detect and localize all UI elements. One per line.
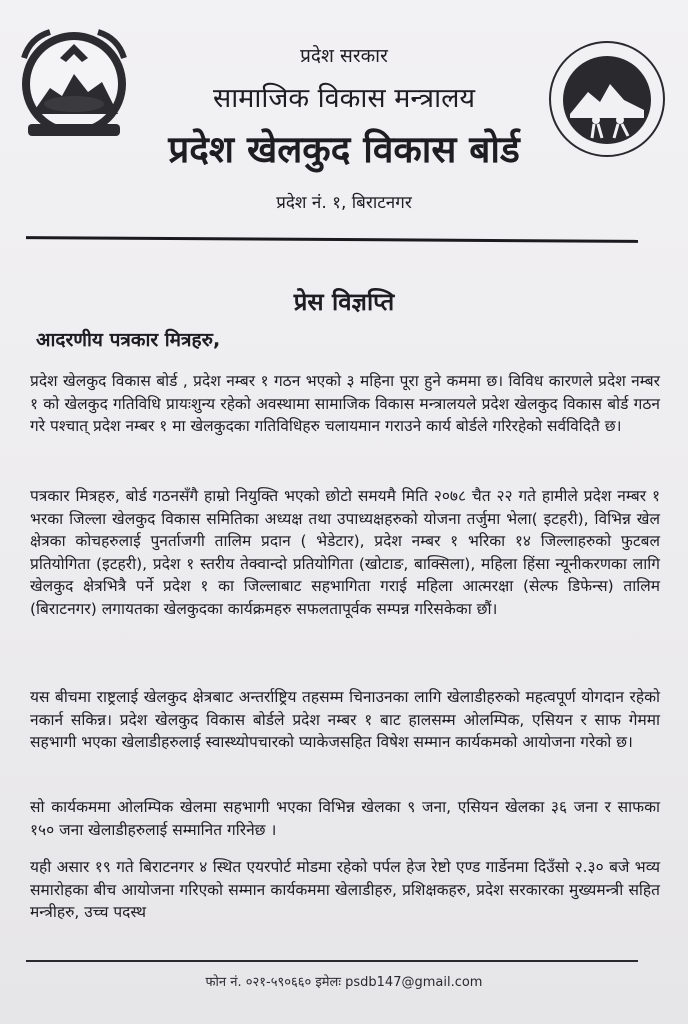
paragraph-5: यही असार १९ गते बिराटनगर ४ स्थित एयरपोर्ट मोडमा रहेको पर्पल हेज रेष्टो एण्ड गार्डेनमा दिउँसो २.३० बजे भव्य समारोहका बीच आयोजना गरिएको सम्मान कार्यकममा खेलाडीहरु, प्रशिक्षकहरु, प्रदेश सरकारका मुख्यमन्त्री सहित मन्त्रीहरु, उच्च पदस्थ bbox=[30, 858, 660, 921]
paragraph-3: यस बीचमा राष्ट्रलाई खेलकुद क्षेत्रबाट अन्तर्राष्ट्रिय तहसम्म चिनाउनका लागि खेलाडीहरुको महत्वपूर्ण योगदान रहेको नकार्न सकिन्न। प्रदेश खेलकुद विकास बोर्डले प्रदेश नम्बर १ बाट हालसम्म ओलम्पिक, एसियन र साफ गेममा सहभागी भएका खेलाडीहरुलाई स्वास्थ्योपचारको प्याकेजसहित विषेश सम्मान कार्यकमको आयोजना गरेको छ। bbox=[30, 688, 660, 751]
header-divider bbox=[26, 236, 638, 243]
board-heading: प्रदेश खेलकुद विकास बोर्ड bbox=[168, 128, 520, 171]
footer-divider bbox=[26, 960, 638, 962]
ministry-heading: सामाजिक विकास मन्त्रालय bbox=[212, 83, 476, 114]
address-heading: प्रदेश नं. १, बिराटनगर bbox=[276, 193, 412, 213]
paragraph-4: सो कार्यकममा ओलम्पिक खेलमा सहभागी भएका विभिन्न खेलका ९ जना, एसियन खेलका ३६ जना र साफका १५० जना खेलाडीहरुलाई सम्मानित गरिनेछ । bbox=[30, 798, 660, 839]
paragraph-1: प्रदेश खेलकुद विकास बोर्ड , प्रदेश नम्बर १ गठन भएको ३ महिना पूरा हुने कममा छ। विविध कारणले प्रदेश नम्बर १ को खेलकुद गतिविधि प्रायःशुन्य रहेको अवस्थामा सामाजिक विकास मन्त्रालयले प्रदेश खेलकुद विकास बोर्ड गठन गरे पश्चात् प्रदेश नम्बर १ मा खेलकुदका गतिविधिहरु चलायमान गराउने कार्य बोर्डले गरिरहेको सर्वविदितै छ। bbox=[30, 372, 660, 435]
greeting: आदरणीय पत्रकार मित्रहरु, bbox=[36, 329, 221, 351]
paragraph-2: पत्रकार मित्रहरु, बोर्ड गठनसँगै हाम्रो नियुक्ति भएको छोटो समयमै मिति २०७८ चैत २२ गते हामीले प्रदेश नम्बर १ भरका जिल्ला खेलकुद विकास समितिका अध्यक्ष तथा उपाध्यक्षहरुको योजना तर्जुमा भेला( इटहरी), विभिन्न खेल क्षेत्रका कोचहरुलाई पुनर्ताजगी तालिम प्रदान ( भेडेटार), प्रदेश नम्बर १ भरिका १४ जिल्लाहरुको फुटबल प्रतियोगिता (इटहरी), प्रदेश १ स्तरीय तेक्वान्दो प्रतियोगिता (खोटाङ, बाक्सिला), महिला हिंसा न्यूनीकरणका लागि खेलकुद क्षेत्रभित्रै पर्ने प्रदेश १ का जिल्लाबाट सहभागिता गराई महिला आत्मरक्षा (सेल्फ डिफेन्स) तालिम (बिराटनगर) लगायतका खेलकुदका कार्यक्रमहरु सफलतापूर्वक सम्पन्न गरिसकेका छौं। bbox=[30, 487, 660, 618]
government-heading: प्रदेश सरकार bbox=[300, 45, 388, 67]
document-title: प्रेस विज्ञप्ति bbox=[293, 288, 395, 316]
contact-footer: फोन नं. ०२१-५९०६६० इमेलः psdb147@gmail.com bbox=[205, 975, 483, 990]
